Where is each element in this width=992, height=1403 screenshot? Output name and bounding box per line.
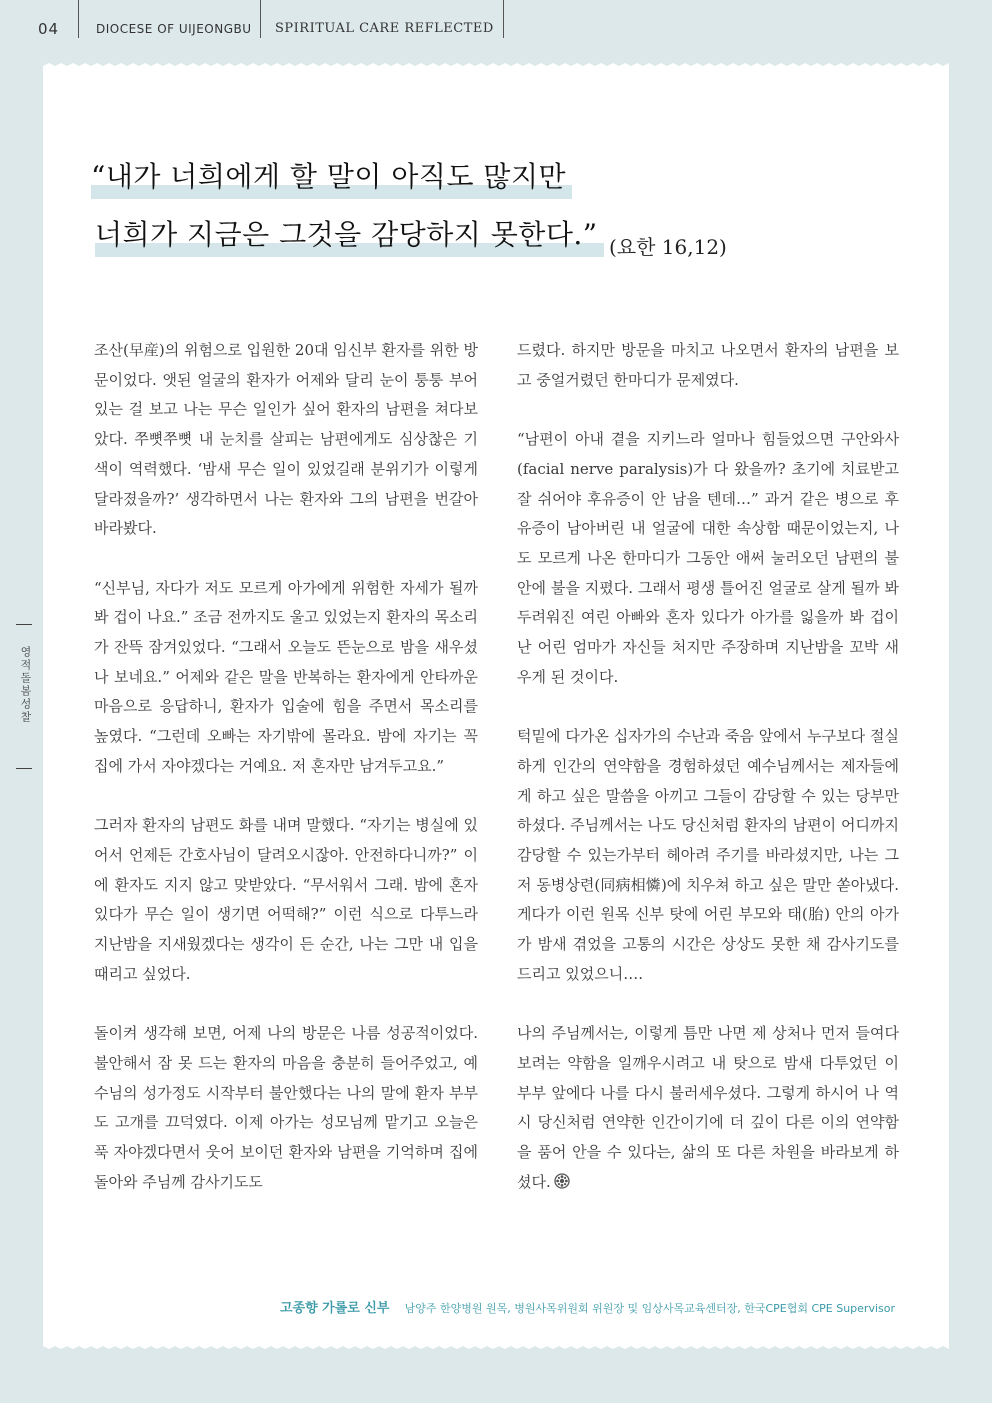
author-role: 남양주 한양병원 원목, 병원사목위원회 위원장 및 임상사목교육센터장, 한국CPE협회 CPE Supervisor bbox=[404, 1302, 895, 1315]
diocese-label: DIOCESE OF UIJEONGBU bbox=[96, 22, 252, 36]
paragraph: 그러자 환자의 남편도 화를 내며 말했다. “자기는 병실에 있어서 언제든 간호사님이 달려오시잖아. 안전하다니까?” 이에 환자도 지지 않고 맞받았다. “무서워서 그래. 밤에 혼자 있다가 무슨 일이 생기면 어떡해?” 이런 식으로 다투느라 지난밤을 지새웠겠다는 생각이 든 순간, 나는 그만 내 입을 때리고 싶었다. bbox=[94, 816, 478, 983]
left-column bbox=[94, 336, 478, 1227]
side-tab-label: 영적돌봄성찰 bbox=[19, 646, 32, 724]
side-tab-tick bbox=[16, 768, 32, 769]
page-header bbox=[0, 0, 992, 60]
side-tab bbox=[14, 618, 34, 778]
series-label: SPIRITUAL CARE REFLECTED bbox=[275, 21, 494, 36]
side-tab-tick bbox=[16, 624, 32, 625]
end-mark-icon bbox=[554, 1173, 570, 1189]
scripture-citation: (요한 16,12) bbox=[609, 235, 727, 259]
page-number: 04 bbox=[38, 20, 60, 38]
paragraph: 드렸다. 하지만 방문을 마치고 나오면서 환자의 남편을 보고 중얼거렸던 한마디가 문제였다. bbox=[517, 341, 899, 389]
title-line-1: “내가 너희에게 할 말이 아직도 많지만 bbox=[91, 160, 567, 193]
author-line bbox=[280, 1297, 895, 1316]
right-column bbox=[517, 336, 899, 1227]
header-divider bbox=[78, 0, 79, 38]
title-line bbox=[91, 160, 567, 193]
card-torn-edge-top bbox=[43, 62, 949, 70]
paragraph: 턱밑에 다가온 십자가의 수난과 죽음 앞에서 누구보다 절실하게 인간의 연약함을 경험하셨던 예수님께서는 제자들에게 하고 싶은 말씀을 아끼고 그들이 감당할 수 있는 당부만 하셨다. 주님께서는 나도 당신처럼 환자의 남편이 어디까지 감당할 수 있는가부터 헤아려 주기를 바라셨지만, 나는 그저 동병상련(同病相憐)에 치우쳐 하고 싶은 말만 쏟아냈다. 게다가 이런 원목 신부 탓에 어린 부모와 태(胎) 안의 아가가 밤새 겪었을 고통의 시간은 상상도 못한 채 감사기도를 드리고 있었으니…. bbox=[517, 727, 899, 983]
card-torn-edge-bottom bbox=[43, 1342, 949, 1350]
paragraph: 돌이켜 생각해 보면, 어제 나의 방문은 나름 성공적이었다. 불안해서 잠 못 드는 환자의 마음을 충분히 들어주었고, 예수님의 성가정도 시작부터 불안했다는 나의 말에 환자 부부도 고개를 끄덕였다. 이제 아가는 성모님께 맡기고 오늘은 푹 자야겠다면서 웃어 보이던 환자와 남편을 기억하며 집에 돌아와 주님께 감사기도도 bbox=[94, 1024, 478, 1191]
author-name: 고종향 가롤로 신부 bbox=[279, 1301, 390, 1316]
paragraph-last bbox=[517, 1019, 899, 1197]
title-line bbox=[95, 218, 598, 251]
paragraph: 조산(早産)의 위험으로 입원한 20대 임신부 환자를 위한 방문이었다. 앳된 얼굴의 환자가 어제와 달리 눈이 퉁퉁 부어 있는 걸 보고 나는 무슨 일인가 싶어 환자의 남편을 쳐다보았다. 쭈뼛쭈뼛 내 눈치를 살피는 남편에게도 심상찮은 기색이 역력했다. ‘밤새 무슨 일이 있었길래 분위기가 이렇게 달라졌을까?’ 생각하면서 나는 환자와 그의 남편을 번갈아 바라봤다. bbox=[94, 341, 478, 538]
paragraph: “남편이 아내 곁을 지키느라 얼마나 힘들었으면 구안와사(facial nerve paralysis)가 다 왔을까? 초기에 치료받고 잘 쉬어야 후유증이 안 남을 텐데…” 과거 같은 병으로 후유증이 남아버린 내 얼굴에 대한 속상함 때문이었는지, 나도 모르게 나온 한마디가 그동안 애써 눌러오던 남편의 불안에 불을 지폈다. 그래서 평생 틀어진 얼굴로 살게 될까 봐 두려워진 여린 아빠와 혼자 있다가 아가를 잃을까 봐 겁이 난 어린 엄마가 자신들 처지만 주장하며 지난밤을 꼬박 새우게 된 것이다. bbox=[517, 430, 899, 686]
paragraph: “신부님, 자다가 저도 모르게 아가에게 위험한 자세가 될까 봐 겁이 나요.” 조금 전까지도 울고 있었는지 환자의 목소리가 잔뜩 잠겨있었다. “그래서 오늘도 뜬눈으로 밤을 새우셨나 보네요.” 어제와 같은 말을 반복하는 환자에게 안타까운 마음으로 응답하니, 환자가 입술에 힘을 주면서 목소리를 높였다. “그런데 오빠는 자기밖에 몰라요. 밤에 자기는 꼭 집에 가서 자야겠다는 거예요. 저 혼자만 남겨두고요.” bbox=[94, 578, 478, 775]
paragraph-text: 나의 주님께서는, 이렇게 틈만 나면 제 상처나 먼저 들여다보려는 약함을 일깨우시려고 내 탓으로 밤새 다투었던 이 부부 앞에다 나를 다시 불러세우셨다. 그렇게 하시어 나 역시 당신처럼 연약한 인간이기에 더 깊이 다른 이의 연약함을 품어 안을 수 있다는, 삶의 또 다른 차원을 바라보게 하셨다. bbox=[517, 1024, 899, 1191]
header-divider bbox=[503, 0, 504, 38]
header-divider bbox=[260, 0, 261, 38]
article-card bbox=[43, 68, 949, 1344]
title-line-2: 너희가 지금은 그것을 감당하지 못한다.” bbox=[95, 218, 598, 251]
